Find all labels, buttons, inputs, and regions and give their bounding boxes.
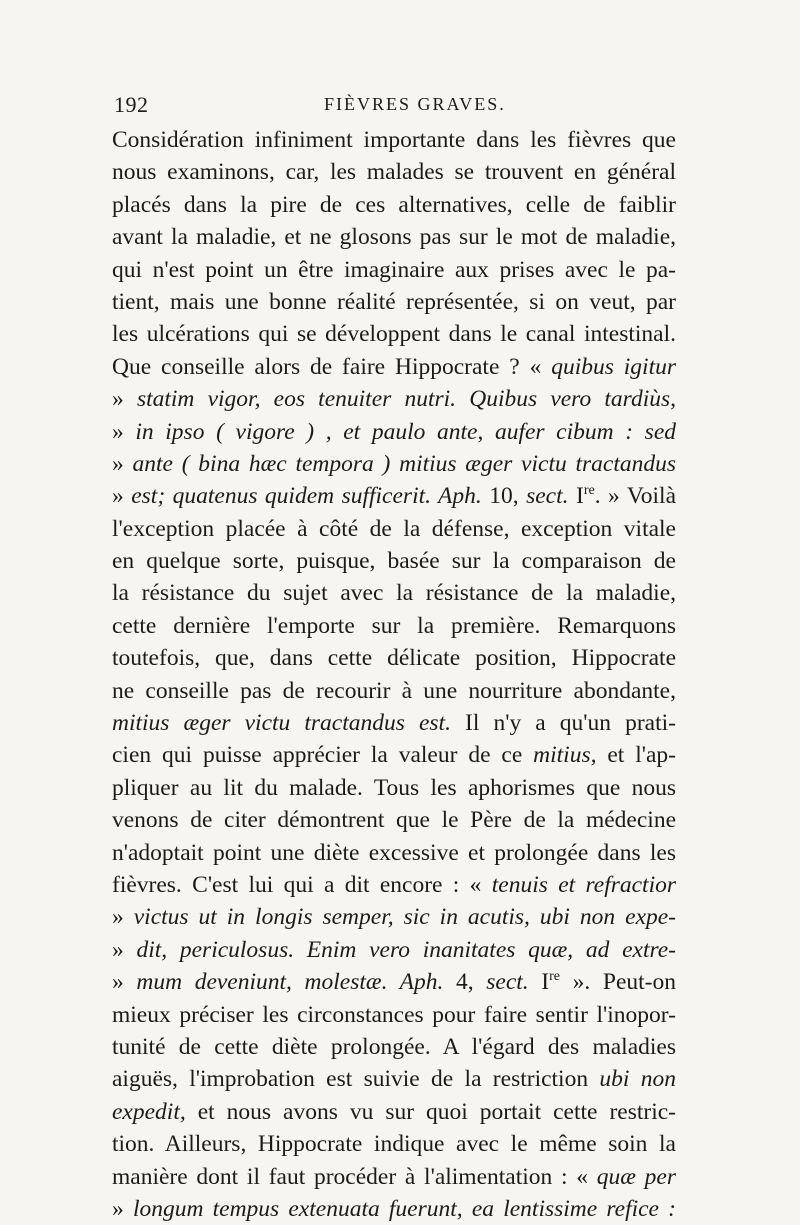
text-line xyxy=(112,642,676,674)
text-line xyxy=(112,254,676,286)
text-run: I xyxy=(568,483,584,510)
text-run: » xyxy=(112,904,134,931)
italic-text: dit, periculosus. Enim vero inanitates quæ, ad extre- xyxy=(136,936,677,963)
text-run: toutefois, que, dans cette délicate position, Hippocrate xyxy=(112,645,676,672)
text-line xyxy=(112,1063,676,1095)
superscript: re xyxy=(583,483,595,499)
text-line xyxy=(112,416,676,448)
text-line xyxy=(112,610,676,642)
text-line xyxy=(112,837,676,869)
text-line xyxy=(112,675,676,707)
text-line xyxy=(112,869,676,901)
text-line xyxy=(112,739,676,771)
running-title: FIÈVRES GRAVES. xyxy=(324,94,506,114)
text-run: cette dernière l'emporte sur la première. Remarquons xyxy=(112,612,676,639)
text-run: . » Voilà xyxy=(594,483,677,510)
text-run: I xyxy=(528,969,550,996)
text-line xyxy=(112,383,676,415)
text-line xyxy=(112,804,676,836)
text-run: tion. Ailleurs, Hippocrate indique avec le même soin la xyxy=(112,1131,676,1158)
text-line xyxy=(112,999,676,1031)
text-run: et l'ap- xyxy=(596,742,676,769)
italic-text: mitius, xyxy=(533,742,597,769)
italic-text: est; quatenus quidem sufficerit. Aph. xyxy=(131,483,482,510)
text-run: en quelque sorte, puisque, basée sur la comparaison de xyxy=(112,548,676,575)
text-run: ne conseille pas de recourir à une nourriture abondante, xyxy=(112,677,676,704)
text-line xyxy=(112,934,676,966)
text-run: fièvres. C'est lui qui a dit encore : « xyxy=(112,871,492,898)
italic-text: in ipso ( vigore ) , et paulo ante, aufer cibum : sed xyxy=(135,418,676,445)
text-line xyxy=(112,351,676,383)
text-line xyxy=(112,966,676,998)
text-run: placés dans la pire de ces alternatives, celle de faiblir xyxy=(112,191,676,218)
text-run: pliquer au lit du malade. Tous les aphorismes que nous xyxy=(112,774,676,801)
text-line xyxy=(112,221,676,253)
text-run: » xyxy=(112,450,133,477)
text-line xyxy=(112,901,676,933)
text-run: Que conseille alors de faire Hippocrate ? « xyxy=(112,353,552,380)
italic-text: quibus igitur xyxy=(551,353,676,380)
text-line xyxy=(112,1096,676,1128)
italic-text: sect. xyxy=(486,969,529,996)
text-line xyxy=(112,577,676,609)
text-line xyxy=(112,707,676,739)
superscript: re xyxy=(549,969,561,985)
text-line xyxy=(112,480,676,512)
text-run: avant la maladie, et ne glosons pas sur le mot de maladie, xyxy=(112,224,676,251)
text-line xyxy=(112,1193,676,1225)
text-run: nous examinons, car, les malades se trouvent en général xyxy=(112,159,676,186)
text-run: » xyxy=(112,483,132,510)
page-number: 192 xyxy=(114,92,149,117)
text-line xyxy=(112,286,676,318)
text-run: l'exception placée à côté de la défense, exception vitale xyxy=(112,515,676,542)
text-run: » xyxy=(112,418,136,445)
italic-text: mum deveniunt, molestæ. Aph. xyxy=(136,969,444,996)
italic-text: statim vigor, eos tenuiter nutri. Quibus vero tardiùs, xyxy=(136,386,676,413)
italic-text: sect. xyxy=(526,483,569,510)
text-line xyxy=(112,1128,676,1160)
text-run: manière dont il faut procéder à l'alimentation : « xyxy=(112,1163,597,1190)
text-run: Considération infiniment importante dans les fièvres que xyxy=(112,127,676,153)
text-run: mieux préciser les circonstances pour faire sentir l'inopor- xyxy=(112,1001,676,1028)
text-line xyxy=(112,124,676,156)
text-run: et nous avons vu sur quoi portait cette restric- xyxy=(185,1098,676,1125)
text-line xyxy=(112,156,676,188)
text-run: » xyxy=(112,386,137,413)
text-run: 4, xyxy=(443,969,487,996)
italic-text: ubi non xyxy=(599,1066,676,1093)
text-line xyxy=(112,772,676,804)
text-line xyxy=(112,1161,676,1193)
text-run: cien qui puisse apprécier la valeur de ce xyxy=(112,742,534,769)
body-text xyxy=(112,124,676,1225)
italic-text: ante ( bina hæc tempora ) mitius æger victu tractandus xyxy=(132,450,677,477)
text-line xyxy=(112,1031,676,1063)
italic-text: mitius æger victu tractandus est. xyxy=(112,710,451,737)
page-header xyxy=(114,92,676,122)
text-run: la résistance du sujet avec la résistance de la maladie, xyxy=(112,580,676,607)
text-line xyxy=(112,448,676,480)
text-run: 10, xyxy=(481,483,527,510)
text-run: les ulcérations qui se développent dans le canal intestinal. xyxy=(112,321,676,348)
text-run: n'adoptait point une diète excessive et prolongée dans les xyxy=(112,839,676,866)
text-line xyxy=(112,189,676,221)
text-run: ». Peut-on xyxy=(560,969,676,996)
text-run: venons de citer démontrent que le Père de la médecine xyxy=(112,807,676,834)
text-run: » xyxy=(112,1195,133,1222)
text-line xyxy=(112,545,676,577)
text-run: tient, mais une bonne réalité représentée, si on veut, par xyxy=(112,288,676,315)
italic-text: quæ per xyxy=(596,1163,676,1190)
text-run: » xyxy=(112,969,137,996)
italic-text: expedit, xyxy=(112,1098,186,1125)
text-run: aiguës, l'improbation est suivie de la restriction xyxy=(112,1066,600,1093)
text-run: qui n'est point un être imaginaire aux prises avec le pa- xyxy=(112,256,676,283)
text-run: Il n'y a qu'un prati- xyxy=(450,710,676,737)
text-run: » xyxy=(112,936,137,963)
text-line xyxy=(112,318,676,350)
text-run: tunité de cette diète prolongée. A l'égard des maladies xyxy=(112,1033,676,1060)
italic-text: longum tempus extenuata fuerunt, ea lentissime refice : xyxy=(132,1195,676,1222)
text-line xyxy=(112,513,676,545)
italic-text: victus ut in longis semper, sic in acutis, ubi non expe- xyxy=(133,904,676,931)
italic-text: tenuis et refractior xyxy=(491,871,677,898)
